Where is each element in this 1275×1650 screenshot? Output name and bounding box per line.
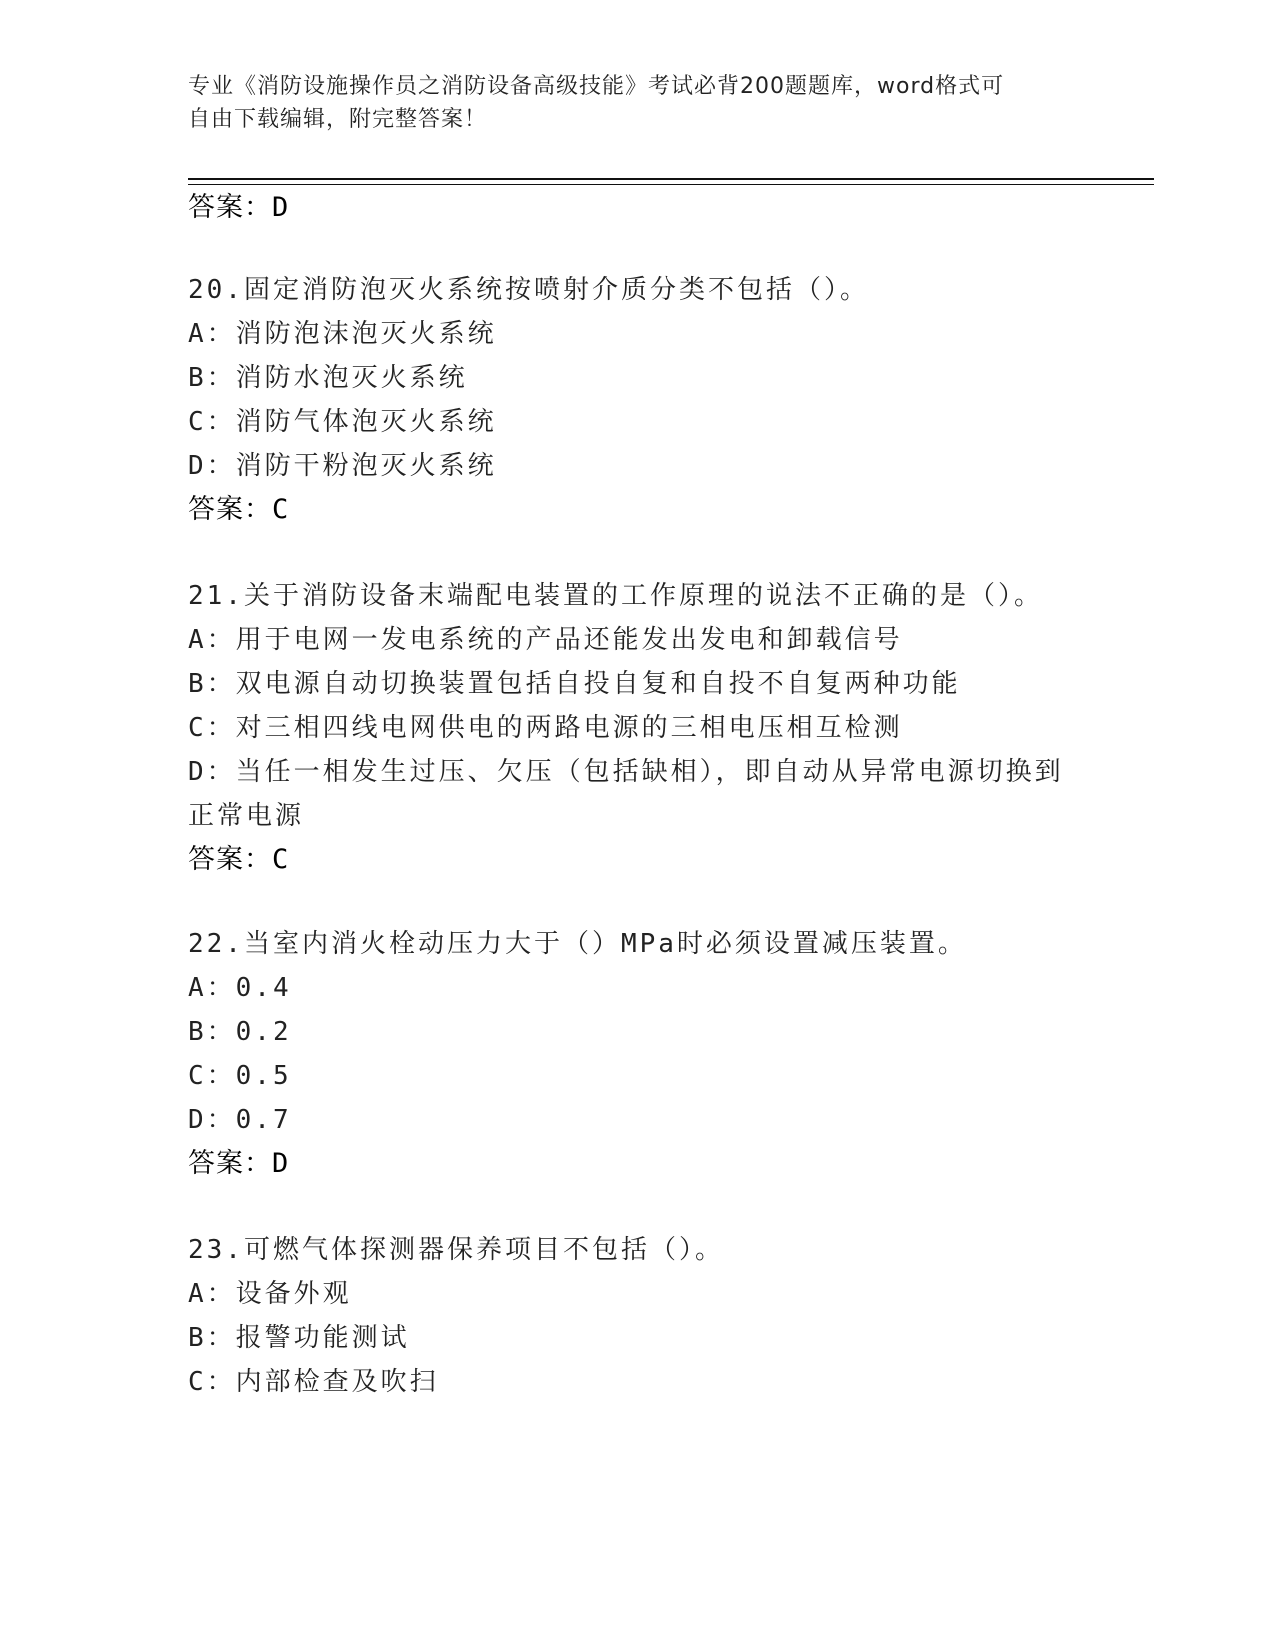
option-a: A：用于电网一发电系统的产品还能发出发电和卸载信号 xyxy=(188,625,903,655)
option-a: A：0.4 xyxy=(188,973,292,1003)
answer-value: D xyxy=(272,192,290,223)
option-a: A：设备外观 xyxy=(188,1279,352,1309)
option-b: B：0.2 xyxy=(188,1017,292,1047)
option-d: D：当任一相发生过压、欠压（包括缺相），即自动从异常电源切换到 xyxy=(188,757,1064,787)
answer-label: 答案： xyxy=(188,192,272,223)
question-stem: 22.当室内消火栓动压力大于（）MPa时必须设置减压装置。 xyxy=(188,929,967,959)
option-d: D：消防干粉泡灭火系统 xyxy=(188,451,497,481)
option-c: C：0.5 xyxy=(188,1061,292,1091)
option-c: C：对三相四线电网供电的两路电源的三相电压相互检测 xyxy=(188,713,903,743)
option-b: B：报警功能测试 xyxy=(188,1323,410,1353)
answer-line xyxy=(188,1146,289,1182)
answer-label: 答案： xyxy=(188,494,272,525)
header-divider-thick xyxy=(188,178,1154,180)
answer-line xyxy=(188,842,289,878)
option-b: B：双电源自动切换装置包括自投自复和自投不自复两种功能 xyxy=(188,669,961,699)
question-stem: 21.关于消防设备末端配电装置的工作原理的说法不正确的是（）。 xyxy=(188,581,1043,611)
header-line-2: 自由下载编辑，附完整答案！ xyxy=(188,107,488,132)
option-c: C：内部检查及吹扫 xyxy=(188,1367,439,1397)
option-d-continued: 正常电源 xyxy=(188,801,305,831)
question-stem: 20.固定消防泡灭火系统按喷射介质分类不包括（）。 xyxy=(188,275,869,305)
option-c: C：消防气体泡灭火系统 xyxy=(188,407,497,437)
answer-value: C xyxy=(272,844,290,875)
document-header xyxy=(188,70,1088,136)
answer-value: D xyxy=(272,1148,290,1179)
question-stem: 23.可燃气体探测器保养项目不包括（）。 xyxy=(188,1235,724,1265)
option-a: A：消防泡沫泡灭火系统 xyxy=(188,319,497,349)
option-d: D：0.7 xyxy=(188,1105,292,1135)
header-divider-thin xyxy=(188,184,1154,185)
answer-line xyxy=(188,492,289,528)
answer-label: 答案： xyxy=(188,1148,272,1179)
answer-line xyxy=(188,190,289,226)
option-b: B：消防水泡灭火系统 xyxy=(188,363,468,393)
answer-label: 答案： xyxy=(188,844,272,875)
header-line-1: 专业《消防设施操作员之消防设备高级技能》考试必背200题题库，word格式可 xyxy=(188,74,1005,99)
answer-value: C xyxy=(272,494,290,525)
